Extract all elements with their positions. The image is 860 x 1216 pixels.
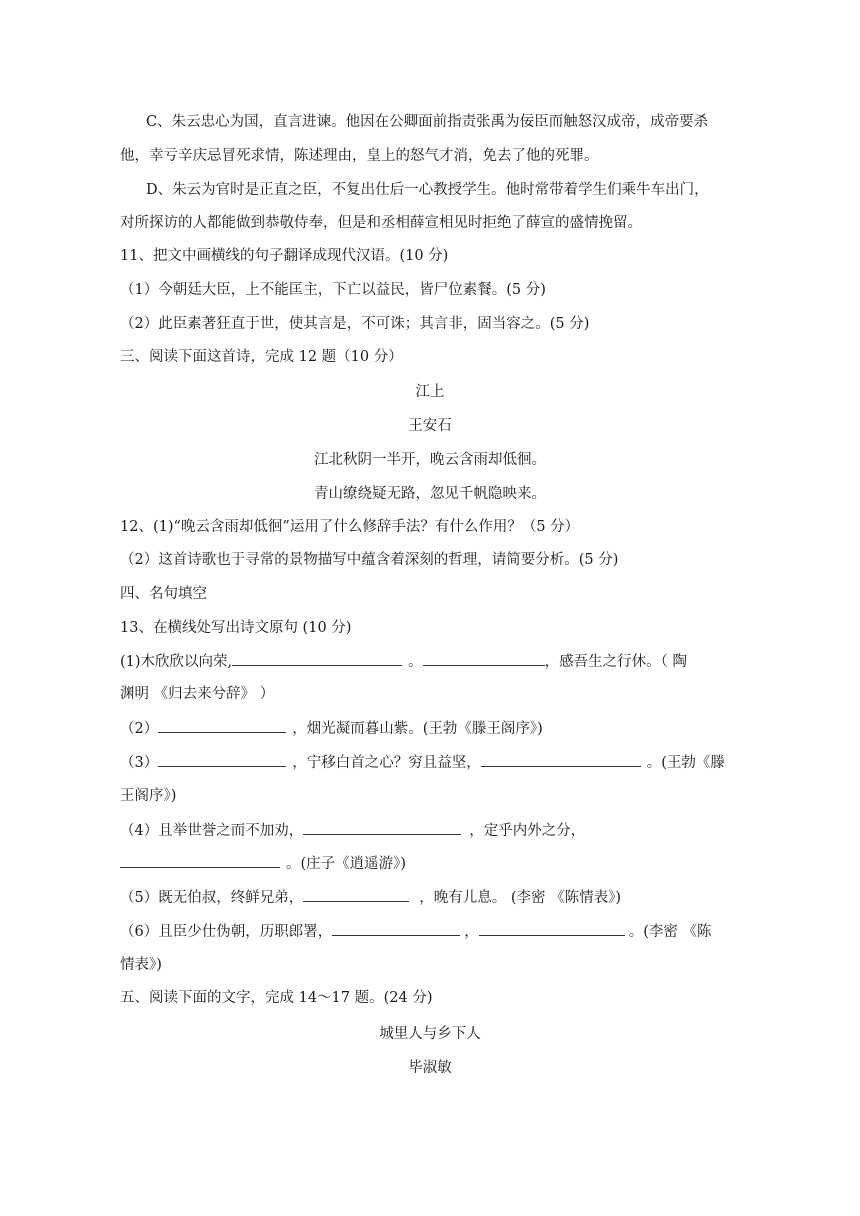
poem-line-2: 青山缭绕疑无路，忽见千帆隐映来。 xyxy=(314,486,546,502)
answer-blank[interactable] xyxy=(303,820,461,835)
question-11-sub-2: （2）此臣素著狂直于世，使其言是，不可诛；其言非，固当容之。(5 分) xyxy=(120,316,590,332)
fill-item-3-text-c: 。(王勃《滕 xyxy=(646,755,725,771)
poem-line-1: 江北秋阴一半开，晚云含雨却低徊。 xyxy=(314,452,546,468)
fill-item-4-text-c: 。(庄子《逍遥游》) xyxy=(286,856,407,872)
section-4-heading: 四、名句填空 xyxy=(120,586,207,602)
poem-title: 江上 xyxy=(415,384,445,400)
fill-item-3-text-b: ，宁移白首之心？穷且益坚， xyxy=(292,755,481,771)
fill-item-1-text-b: 。 xyxy=(408,654,423,670)
section-3-heading: 三、阅读下面这首诗，完成 12 题（10 分） xyxy=(120,349,403,365)
answer-blank[interactable] xyxy=(158,718,286,733)
fill-item-5-text-a: （5）既无伯叔，终鲜兄弟， xyxy=(120,890,304,906)
question-13: 13、在横线处写出诗文原句 (10 分) xyxy=(120,620,352,636)
option-d-line-1: D、朱云为官时是正直之臣，不复出仕后一心教授学生。他时常带着学生们乘牛车出门， xyxy=(146,182,709,198)
fill-item-1-text-c: ，感吾生之行休。（ 陶 xyxy=(544,654,688,670)
article-author: 毕淑敏 xyxy=(408,1060,452,1076)
question-12-sub-2: （2）这首诗歌也于寻常的景物描写中蕴含着深刻的哲理，请简要分析。(5 分) xyxy=(120,552,619,568)
fill-item-4 xyxy=(120,820,585,841)
fill-item-5 xyxy=(120,887,621,908)
question-11-sub-1: （1）今朝廷大臣，上不能匡主，下亡以益民，皆尸位素餐。(5 分) xyxy=(120,282,546,298)
answer-blank[interactable] xyxy=(120,853,280,868)
fill-item-6-text-a: （6）且臣少仕伪朝，历职郎署， xyxy=(120,924,333,940)
question-11: 11、把文中画横线的句子翻译成现代汉语。(10 分) xyxy=(120,248,449,264)
fill-item-4-cont xyxy=(120,853,406,874)
option-d-line-2: 对所探访的人都能做到恭敬侍奉，但是和丞相薛宣相见时拒绝了薛宣的盛情挽留。 xyxy=(120,215,642,231)
fill-item-3 xyxy=(120,752,725,773)
fill-item-4-text-a: （4）且举世誉之而不加劝， xyxy=(120,823,304,839)
fill-item-6-text-b: ， xyxy=(464,924,479,940)
answer-blank[interactable] xyxy=(232,651,402,666)
answer-blank[interactable] xyxy=(479,921,625,936)
answer-blank[interactable] xyxy=(332,921,460,936)
fill-item-1 xyxy=(120,651,687,672)
answer-blank[interactable] xyxy=(158,752,286,767)
poem-author: 王安石 xyxy=(408,418,452,434)
answer-blank[interactable] xyxy=(481,752,641,767)
fill-item-6 xyxy=(120,921,712,942)
fill-item-1-cont: 渊明 《归去来兮辞》 ） xyxy=(120,686,275,702)
question-12-sub-1: 12、(1)“晚云含雨却低徊”运用了什么修辞手法？有什么作用？（5 分） xyxy=(120,519,580,535)
fill-item-5-text-b: ，晚有儿息。 (李密 《陈情表》) xyxy=(419,890,622,906)
section-5-heading: 五、阅读下面的文字，完成 14～17 题。(24 分) xyxy=(120,990,433,1006)
fill-item-1-text-a: (1)木欣欣以向荣, xyxy=(120,654,233,670)
fill-item-3-cont: 王阁序》) xyxy=(120,788,177,804)
fill-item-2-text-b: ，烟光凝而暮山紫。(王勃《滕王阁序》) xyxy=(292,721,543,737)
fill-item-2 xyxy=(120,718,543,739)
answer-blank[interactable] xyxy=(423,651,545,666)
option-c-line-1: C、朱云忠心为国，直言进谏。他因在公卿面前指责张禹为佞臣而触怒汉成帝，成帝要杀 xyxy=(146,114,709,130)
option-c-line-2: 他，幸亏辛庆忌冒死求情，陈述理由，皇上的怒气才消，免去了他的死罪。 xyxy=(120,148,599,164)
fill-item-4-text-b: ，定乎内外之分， xyxy=(469,823,586,839)
answer-blank[interactable] xyxy=(303,887,409,902)
fill-item-2-text-a: （2） xyxy=(120,721,159,737)
fill-item-6-cont: 情表》) xyxy=(120,957,162,973)
fill-item-3-text-a: （3） xyxy=(120,755,159,771)
fill-item-6-text-c: 。(李密 《陈 xyxy=(628,924,712,940)
article-title: 城里人与乡下人 xyxy=(379,1026,481,1042)
